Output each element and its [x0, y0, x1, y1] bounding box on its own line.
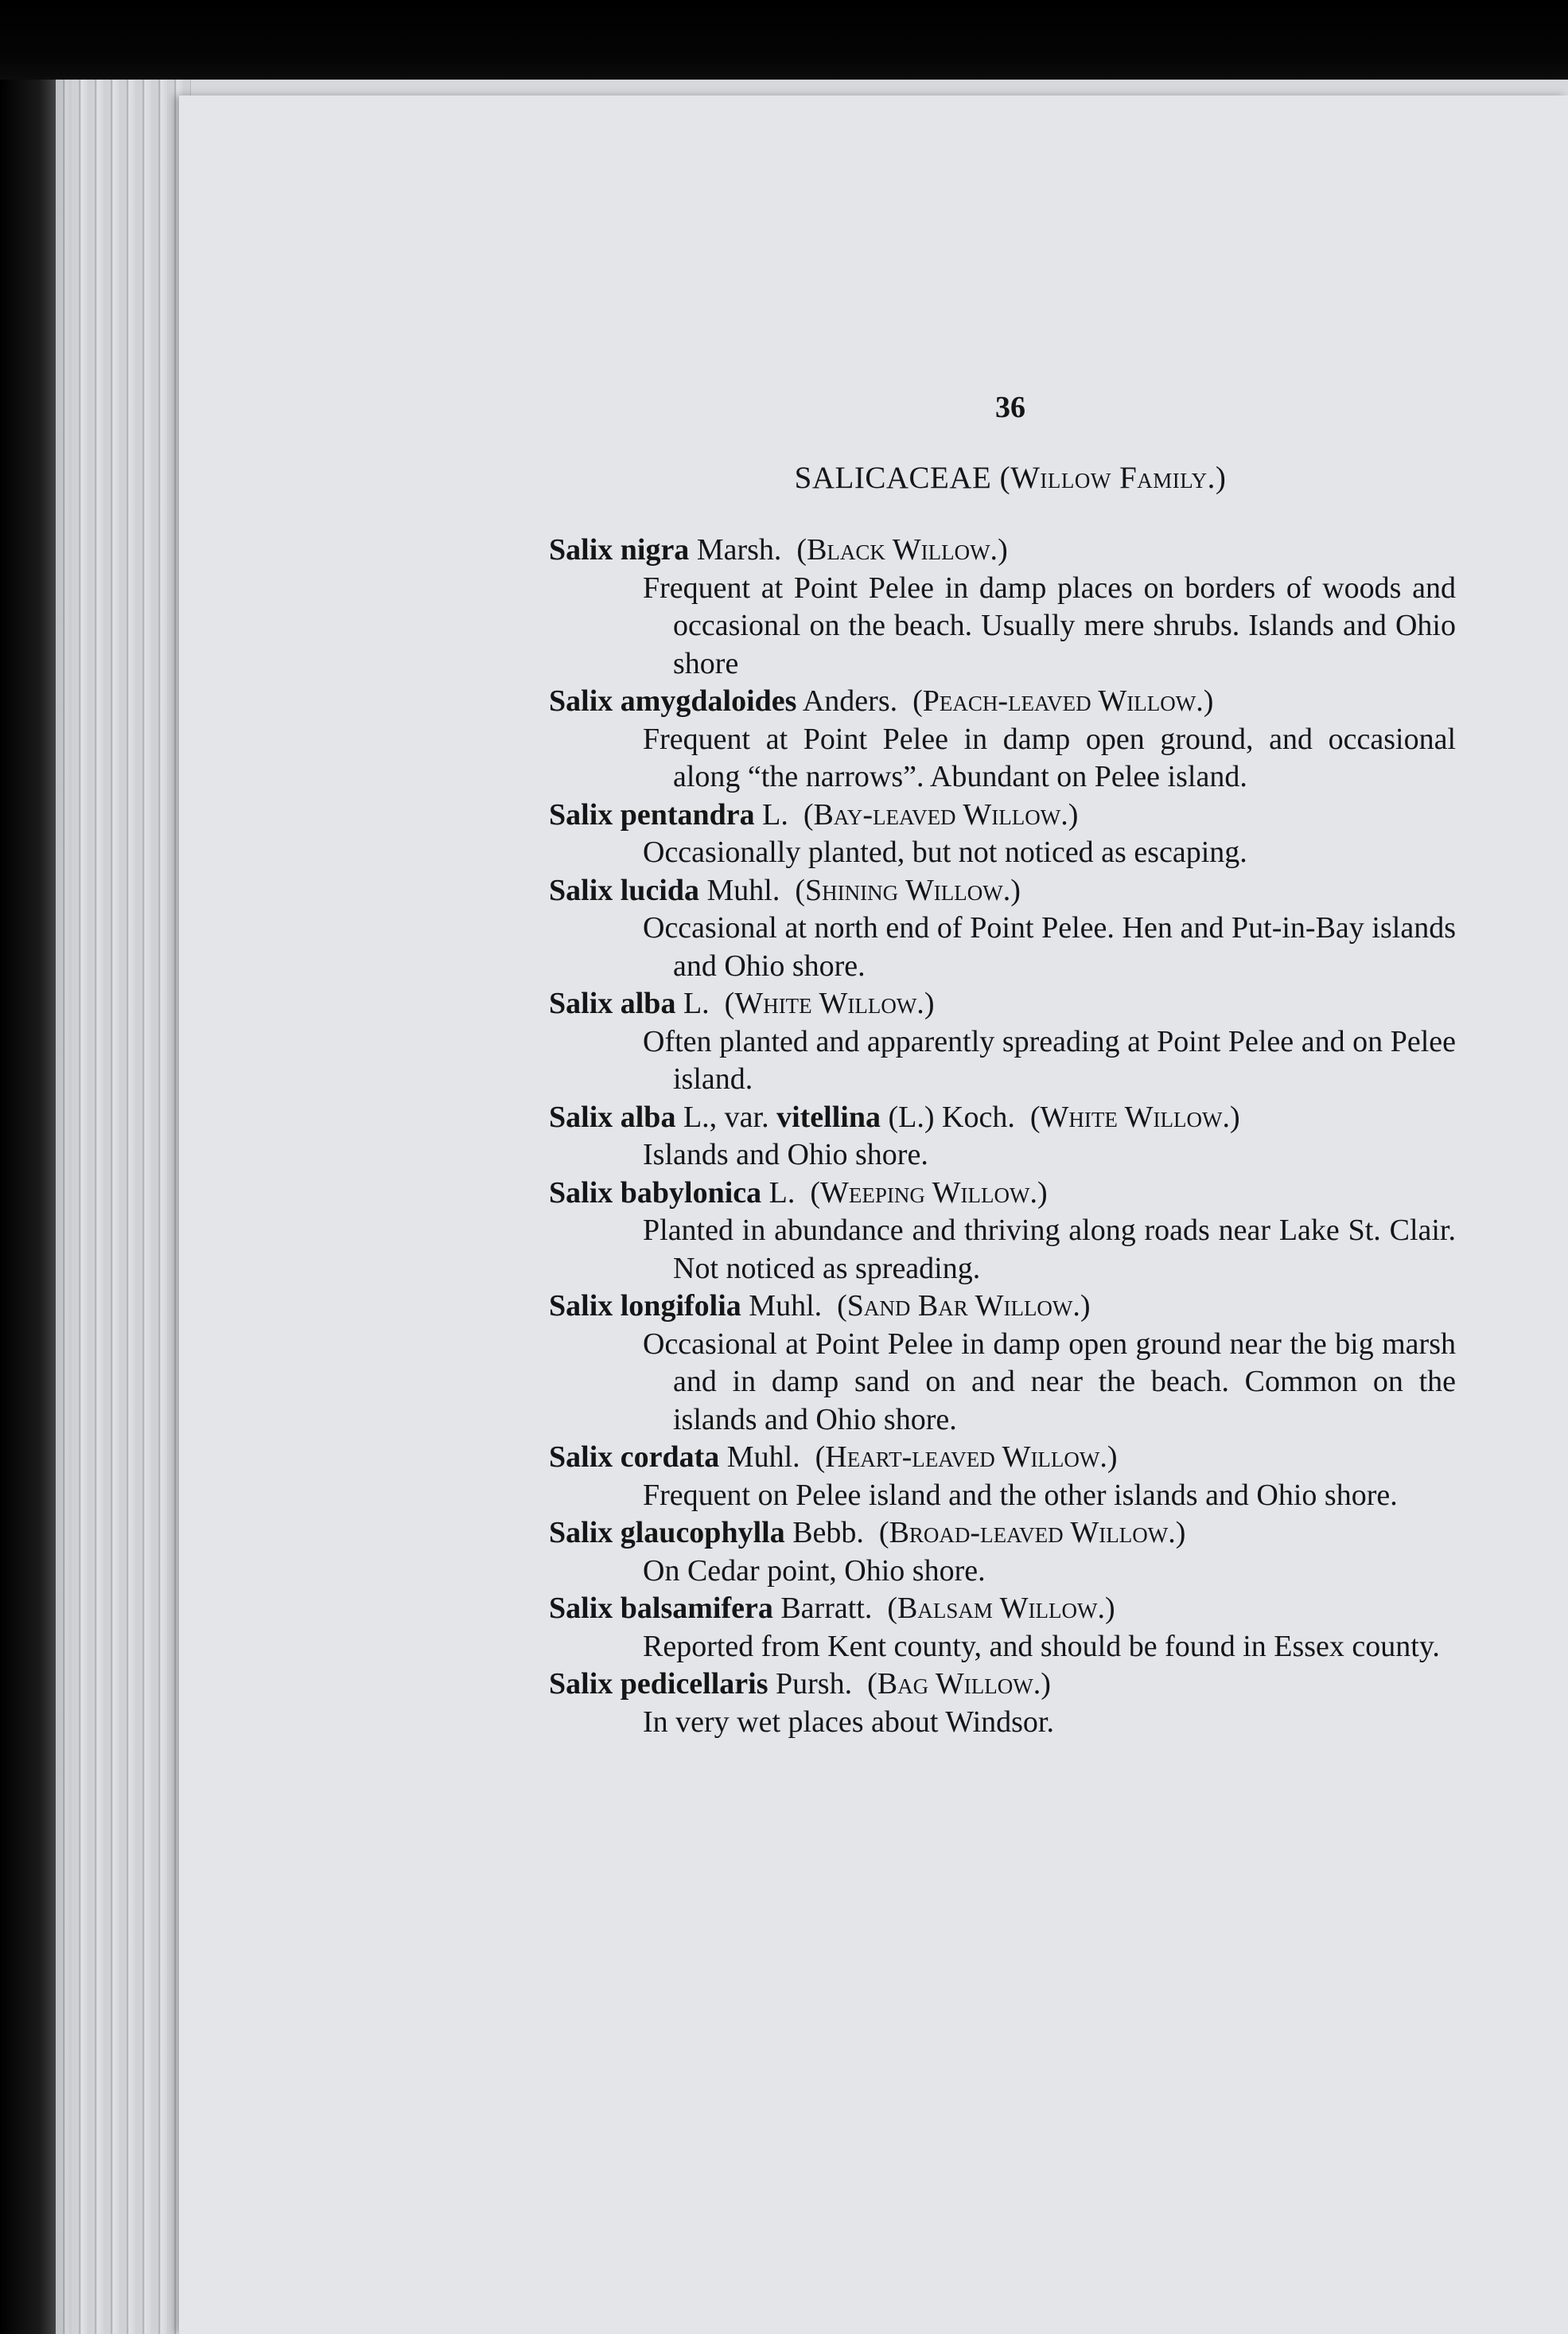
authority: Pursh. — [776, 1667, 853, 1701]
entry-description: Occasionally planted, but not noticed as escaping. — [643, 836, 1247, 869]
authority: Muhl. — [726, 1440, 800, 1474]
common-name: Shining Willow. — [805, 873, 1011, 907]
species-name: lucida — [620, 873, 699, 907]
variety-authority: (L.) Koch. — [888, 1100, 1015, 1134]
genus-name: Salix — [549, 1100, 613, 1134]
family-name: SALICACEAE — [794, 461, 992, 495]
species-name: pentandra — [620, 797, 755, 832]
entry-description: Planted in abundance and thriving along roads near Lake St. Clair. Not noticed as spreading. — [643, 1214, 1456, 1285]
authority: L. — [683, 987, 710, 1020]
entry-description: Occasional at Point Pelee in damp open ground near the big marsh and in damp sand on and near the beach. Common on the islands and Ohio shore. — [643, 1327, 1456, 1436]
entry-heading: Salix babylonica L. (Weeping Willow.) — [549, 1175, 1048, 1210]
common-name: Bag Willow. — [877, 1667, 1041, 1701]
species-entry — [549, 1439, 1456, 1514]
authority: Muhl. — [706, 873, 780, 907]
species-name: cordata — [620, 1440, 720, 1474]
authority: Marsh. — [696, 533, 782, 567]
species-entry — [549, 1175, 1456, 1288]
variety-name: vitellina — [776, 1100, 881, 1134]
species-name: amygdaloides — [620, 684, 797, 718]
entry-heading: Salix nigra Marsh. (Black Willow.) — [549, 533, 1008, 567]
species-entry — [549, 1099, 1456, 1175]
common-name: Weeping Willow. — [820, 1175, 1038, 1210]
species-name: glaucophylla — [620, 1516, 785, 1549]
species-name: pedicellaris — [620, 1667, 768, 1701]
genus-name: Salix — [549, 1440, 613, 1474]
genus-name: Salix — [549, 873, 613, 907]
entry-description: Frequent on Pelee island and the other islands and Ohio shore. — [643, 1478, 1398, 1512]
species-name: alba — [620, 1100, 676, 1134]
entry-heading: Salix lucida Muhl. (Shining Willow.) — [549, 873, 1021, 907]
species-entry — [549, 797, 1456, 872]
species-list — [549, 532, 1456, 1741]
genus-name: Salix — [549, 1175, 613, 1210]
species-entry — [549, 985, 1456, 1099]
entry-description: Often planted and apparently spreading at Point Pelee and on Pelee island. — [643, 1024, 1456, 1096]
entry-heading: Salix alba L., var. vitellina (L.) Koch. (White Willow.) — [549, 1100, 1240, 1134]
page-number: 36 — [995, 391, 1025, 424]
genus-name: Salix — [549, 987, 613, 1020]
species-entry — [549, 1590, 1456, 1666]
common-name: White Willow. — [1040, 1100, 1230, 1134]
authority: Barratt. — [780, 1592, 873, 1625]
species-entry — [549, 1666, 1456, 1741]
entry-heading: Salix glaucophylla Bebb. (Broad-leaved Willow.) — [549, 1516, 1186, 1549]
genus-name: Salix — [549, 1289, 613, 1323]
species-name: babylonica — [620, 1175, 762, 1210]
entry-heading: Salix longifolia Muhl. (Sand Bar Willow.) — [549, 1289, 1091, 1323]
entry-heading: Salix alba L. (White Willow.) — [549, 987, 935, 1020]
genus-name: Salix — [549, 1516, 613, 1549]
common-name: Heart-leaved Willow. — [825, 1440, 1107, 1474]
family-heading: SALICACEAE (Willow Family.) — [794, 461, 1227, 495]
common-name: Bay-leaved Willow. — [813, 797, 1068, 832]
entry-heading: Salix balsamifera Barratt. (Balsam Willow.) — [549, 1592, 1115, 1625]
common-name: Sand Bar Willow. — [846, 1289, 1080, 1323]
entry-description: Reported from Kent county, and should be found in Essex county. — [643, 1629, 1440, 1663]
authority: Bebb. — [792, 1516, 864, 1549]
species-entry — [549, 532, 1456, 683]
entry-description: Frequent at Point Pelee in damp open ground, and occasional along “the narrows”. Abundant on Pelee island. — [643, 722, 1456, 793]
entry-heading: Salix pentandra L. (Bay-leaved Willow.) — [549, 797, 1079, 832]
common-name: Broad-leaved Willow. — [889, 1516, 1176, 1549]
species-name: longifolia — [620, 1289, 741, 1323]
entry-description: Frequent at Point Pelee in damp places on borders of woods and occasional on the beach. Usually mere shrubs. Islands and Ohio shore — [643, 571, 1456, 680]
entry-heading: Salix pedicellaris Pursh. (Bag Willow.) — [549, 1667, 1051, 1701]
genus-name: Salix — [549, 1592, 613, 1625]
entry-description: In very wet places about Windsor. — [643, 1705, 1054, 1739]
authority: L., var. — [683, 1100, 769, 1134]
genus-name: Salix — [549, 797, 613, 832]
entry-description: Islands and Ohio shore. — [643, 1138, 928, 1171]
entry-description: On Cedar point, Ohio shore. — [643, 1553, 986, 1588]
entry-description: Occasional at north end of Point Pelee. Hen and Put-in-Bay islands and Ohio shore. — [643, 911, 1456, 983]
family-common-name: Willow Family. — [1010, 461, 1216, 495]
species-entry — [549, 1288, 1456, 1439]
common-name: White Willow. — [734, 987, 924, 1020]
species-name: nigra — [620, 533, 690, 567]
genus-name: Salix — [549, 1667, 613, 1701]
species-name: balsamifera — [620, 1592, 773, 1625]
species-entry — [549, 872, 1456, 986]
common-name: Balsam Willow. — [897, 1592, 1105, 1625]
authority: Muhl. — [749, 1289, 823, 1323]
authority: L. — [762, 797, 788, 832]
genus-name: Salix — [549, 533, 613, 567]
species-name: alba — [620, 987, 676, 1020]
authority: Anders. — [802, 684, 898, 718]
species-entry — [549, 1514, 1456, 1590]
species-entry — [549, 683, 1456, 797]
authority: L. — [768, 1175, 796, 1210]
entry-heading: Salix amygdaloides Anders. (Peach-leaved Willow.) — [549, 684, 1214, 718]
common-name: Black Willow. — [807, 533, 998, 567]
genus-name: Salix — [549, 684, 613, 718]
entry-heading: Salix cordata Muhl. (Heart-leaved Willow.) — [549, 1440, 1118, 1474]
common-name: Peach-leaved Willow. — [922, 684, 1204, 718]
